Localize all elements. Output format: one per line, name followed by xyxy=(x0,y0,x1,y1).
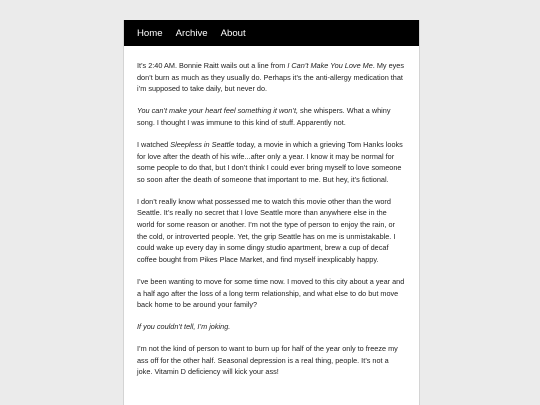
nav-about-link[interactable]: About xyxy=(220,27,246,39)
post-paragraph-3 xyxy=(137,139,406,185)
paragraph-text: today, a movie in which a grieving Tom Hanks looks for love after the death of his wife...after only a year. I know it may be normal for some people to do that, but I don’t think I could ever bring myself to love someone so soon after the death of someone that important to me. But hey, it’s fictional. xyxy=(137,139,403,184)
post-paragraph-5: I’ve been wanting to move for some time now. I moved to this city about a year and a half ago after the loss of a long term relationship, and what else to do but move back home to be around your family? xyxy=(137,276,405,310)
paragraph-text: It’s 2:40 AM. Bonnie Raitt wails out a line from xyxy=(137,61,288,70)
song-title: I Can’t Make You Love Me xyxy=(287,61,373,70)
movie-title: Sleepless in Seattle xyxy=(170,139,235,149)
paragraph-text: I watched xyxy=(137,139,171,149)
page-container xyxy=(123,20,420,405)
aside-text: If you couldn’t tell, I’m joking. xyxy=(137,322,231,332)
post-paragraph-6 xyxy=(137,321,406,333)
top-navbar xyxy=(124,20,419,46)
song-quote: You can’t make your heart feel something it won’t, xyxy=(137,106,299,116)
post-paragraph-4: I don’t really know what possessed me to watch this movie other than the word Seattle. It’s really no secret that I love Seattle more than anywhere else in the world for some reason or another. I’m not the type of person to enjoy the rain, or the cold, or introverted people. Yet, the grip Seattle has on me is unmistakable. I could wake up every day in some dingy studio apartment, brew a cup of decaf coffee bought from Pikes Place Market, and find myself inexplicably happy. xyxy=(137,196,396,264)
post-paragraph-7: I’m not the kind of person to want to burn up for half of the year only to freeze my ass off for the other half. Seasonal depression is a real thing, people. It’s not a joke. Vitamin D deficiency will kick your ass! xyxy=(137,344,398,377)
post-paragraph-2 xyxy=(137,105,406,128)
nav-archive-link[interactable]: Archive xyxy=(175,27,208,39)
paragraph-text: she whispers. What a whiny song. I thought I was immune to this kind of stuff. Apparently not. xyxy=(137,106,391,127)
paragraph-text: . My eyes don’t burn as much as they usually do. Perhaps it’s the anti-allergy medication that i’m supposed to take daily, but never do. xyxy=(137,61,405,94)
nav-home-link[interactable]: Home xyxy=(137,27,163,39)
post-content xyxy=(124,46,419,378)
post-paragraph-1 xyxy=(137,60,406,95)
